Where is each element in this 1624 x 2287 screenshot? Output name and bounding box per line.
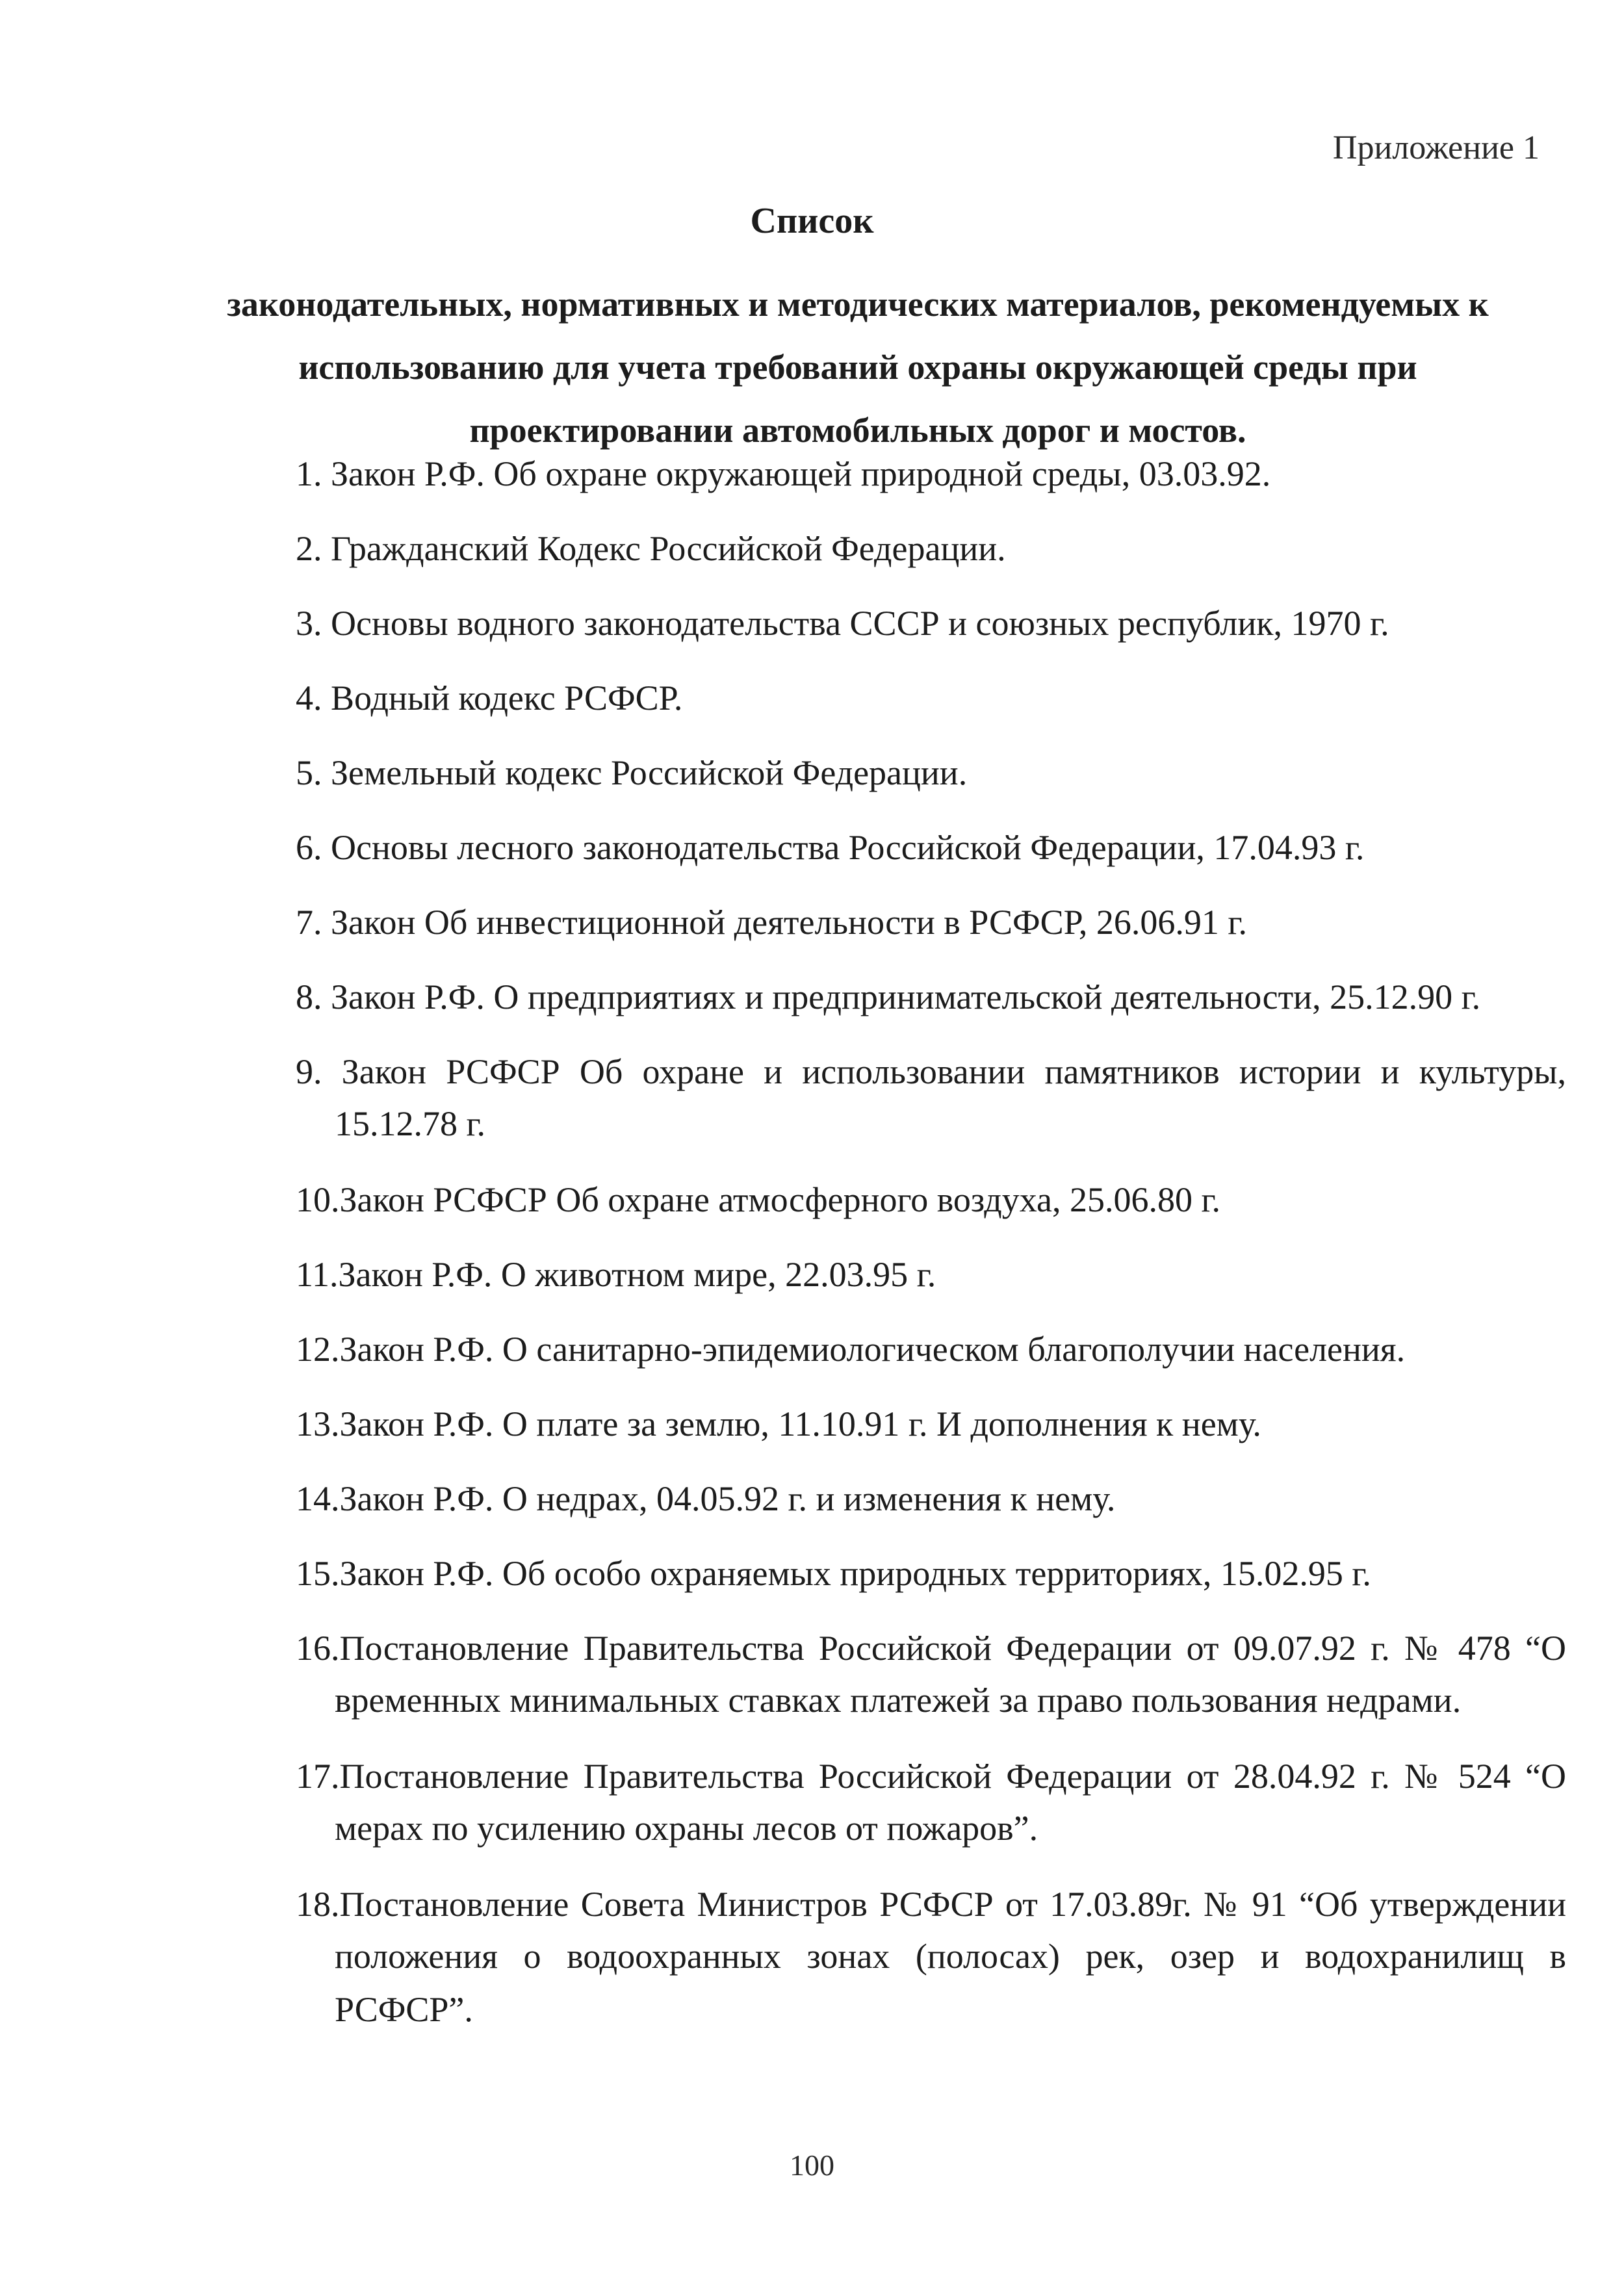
list-item <box>296 972 1566 1022</box>
list-item-text: 3. Основы водного законодательства СССР и союзных республик, 1970 г. <box>296 604 1389 643</box>
list-item <box>296 1548 1566 1599</box>
list-subtitle <box>214 273 1501 463</box>
list-item-text: 12.Закон Р.Ф. О санитарно-эпидемиологическом благополучии населения. <box>296 1330 1406 1369</box>
list-item <box>296 1046 1566 1150</box>
page-number: 100 <box>790 2149 834 2182</box>
list-item-text: 10.Закон РСФСР Об охране атмосферного воздуха, 25.06.80 г. <box>296 1180 1221 1219</box>
materials-list <box>296 448 1566 2060</box>
list-item <box>296 673 1566 723</box>
list-item-text: 5. Земельный кодекс Российской Федерации. <box>296 753 968 792</box>
subtitle-line: использованию для учета требований охраны окружающей среды при <box>298 348 1417 387</box>
subtitle-line: законодательных, нормативных и методических материалов, рекомендуемых к <box>227 285 1489 324</box>
list-item <box>296 747 1566 798</box>
list-item-text: 6. Основы лесного законодательства Российской Федерации, 17.04.93 г. <box>296 828 1365 867</box>
subtitle-line: проектировании автомобильных дорог и мостов. <box>469 411 1246 450</box>
list-item <box>296 1473 1566 1524</box>
list-item-text: 18.Постановление Совета Министров РСФСР от 17.03.89г. № 91 “Об утверждении <box>296 1885 1566 1924</box>
list-item <box>296 1174 1566 1225</box>
list-item <box>296 1879 1566 2036</box>
list-item-text: 11.Закон Р.Ф. О животном мире, 22.03.95 г. <box>296 1255 936 1294</box>
list-title: Список <box>750 201 874 241</box>
list-item-text: 1. Закон Р.Ф. Об охране окружающей природной среды, 03.03.92. <box>296 454 1271 493</box>
list-item <box>296 1623 1566 1727</box>
list-item-continuation: 15.12.78 г. <box>335 1104 486 1143</box>
list-item-text: 2. Гражданский Кодекс Российской Федерации. <box>296 529 1006 568</box>
list-item-text: 7. Закон Об инвестиционной деятельности в РСФСР, 26.06.91 г. <box>296 903 1247 942</box>
list-item-text: 4. Водный кодекс РСФСР. <box>296 678 683 717</box>
list-item-continuation: положения о водоохранных зонах (полосах) рек, озер и водохранилищ в <box>335 1937 1566 1976</box>
list-item <box>296 523 1566 574</box>
list-item-text: 17.Постановление Правительства Российской Федерации от 28.04.92 г. № 524 “О <box>296 1757 1566 1796</box>
appendix-label: Приложение 1 <box>1332 129 1540 166</box>
list-item-text: 15.Закон Р.Ф. Об особо охраняемых природных территориях, 15.02.95 г. <box>296 1554 1371 1593</box>
list-item-continuation: временных минимальных ставках платежей за право пользования недрами. <box>335 1681 1462 1720</box>
list-item-text: 13.Закон Р.Ф. О плате за землю, 11.10.91 г. И дополнения к нему. <box>296 1404 1261 1443</box>
list-item-continuation: мерах по усилению охраны лесов от пожаров”. <box>335 1809 1038 1848</box>
list-item-text: 8. Закон Р.Ф. О предприятиях и предпринимательской деятельности, 25.12.90 г. <box>296 977 1481 1016</box>
list-item-text: 9. Закон РСФСР Об охране и использовании памятников истории и культуры, <box>296 1052 1566 1091</box>
list-item <box>296 1399 1566 1449</box>
list-item <box>296 448 1566 499</box>
list-item <box>296 897 1566 948</box>
list-item <box>296 822 1566 873</box>
list-item <box>296 1751 1566 1855</box>
list-item <box>296 1324 1566 1375</box>
list-item <box>296 598 1566 649</box>
list-item-continuation: РСФСР”. <box>335 1990 473 2029</box>
list-item <box>296 1249 1566 1300</box>
list-item-text: 16.Постановление Правительства Российской Федерации от 09.07.92 г. № 478 “О <box>296 1629 1566 1668</box>
list-item-text: 14.Закон Р.Ф. О недрах, 04.05.92 г. и изменения к нему. <box>296 1479 1116 1518</box>
